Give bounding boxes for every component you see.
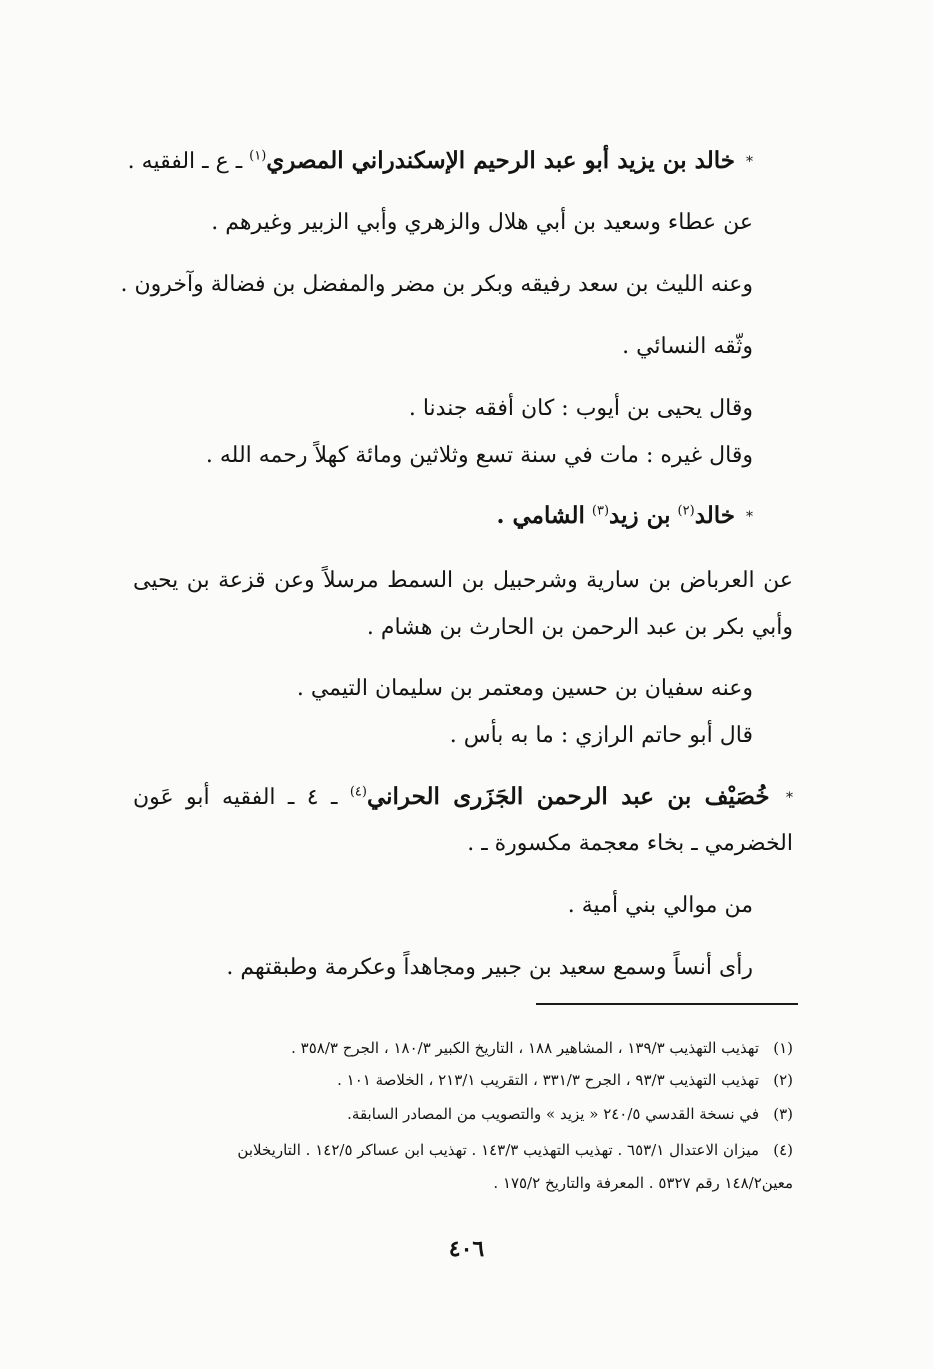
entry-name: خالد بن يزيد أبو عبد الرحيم الإسكندراني المصري — [266, 147, 735, 174]
footnote-text: تهذيب التهذيب ١٣٩/٣ ، المشاهير ١٨٨ ، التاريخ الكبير ١٨٠/٣ ، الجرح ٣٥٨/٣ . — [291, 1039, 759, 1057]
footnote-ref: (١) — [249, 148, 267, 164]
entry-line: وعنه الليث بن سعد رفيقه وبكر بن مضر والمفضل بن فضالة وآخرون . — [120, 272, 753, 297]
entry-name: خُصَيْف بن عبد الرحمن الجَزَرى الحراني — [366, 783, 770, 810]
entry-heading — [133, 500, 753, 533]
entry-tail: ـ ع ـ الفقيه . — [127, 149, 243, 174]
entry-heading — [127, 145, 753, 178]
entry-heading — [133, 781, 793, 814]
entry-line: وقال غيره : مات في سنة تسع وثلاثين ومائة كهلاً رحمه الله . — [205, 443, 753, 468]
entry-marker: * — [746, 509, 753, 525]
footnote — [133, 1035, 793, 1061]
footnote-text: في نسخة القدسي ٢٤٠/٥ « يزيد » والتصويب من المصادر السابقة. — [347, 1105, 759, 1123]
entry-line: الخضرمي ـ بخاء معجمة مكسورة ـ . — [467, 831, 793, 856]
footnote-text: ميزان الاعتدال ٦٥٣/١ . تهذيب التهذيب ١٤٣/٣ . تهذيب ابن عساكر ١٤٢/٥ . التاريخلابن — [237, 1141, 759, 1159]
entry-line: قال أبو حاتم الرازي : ما به بأس . — [449, 723, 753, 748]
footnote-ref: (٣) — [591, 503, 610, 519]
footnote-number: (٣) — [773, 1105, 793, 1123]
page-number: ٤٠٦ — [448, 1236, 485, 1262]
footnote-continuation: معين١٤٨/٢ رقم ٥٣٢٧ . المعرفة والتاريخ ١٧٥/٢ . — [493, 1174, 793, 1192]
footnote-number: (٤) — [773, 1141, 793, 1159]
entry-marker: * — [746, 154, 753, 170]
entry-line: رأى أنساً وسمع سعيد بن جبير ومجاهداً وعكرمة وطبقتهم . — [226, 955, 753, 980]
entry-line: وقال يحيى بن أيوب : كان أفقه جندنا . — [408, 396, 753, 421]
footnote — [133, 1101, 793, 1127]
footnote-ref: (٤) — [349, 784, 367, 800]
entry-name: بن زيد — [609, 502, 671, 529]
footnote — [133, 1137, 793, 1163]
entry-marker: * — [785, 790, 793, 806]
footnote-number: (٢) — [773, 1071, 793, 1089]
footnote-text: تهذيب التهذيب ٩٣/٣ ، الجرح ٣٣١/٣ ، التقريب ٢١٣/١ ، الخلاصة ١٠١ . — [337, 1071, 759, 1089]
footnote-rule — [536, 1003, 798, 1005]
entry-line: عن عطاء وسعيد بن أبي هلال والزهري وأبي الزبير وغيرهم . — [211, 210, 753, 235]
entry-line: عن العرباض بن سارية وشرحبيل بن السمط مرسلاً وعن قزعة بن يحيى — [133, 568, 793, 593]
entry-name: خالد — [694, 502, 735, 529]
entry-name: الشامي . — [496, 502, 585, 529]
footnote-number: (١) — [773, 1039, 793, 1057]
entry-line: وثّقه النسائي . — [622, 334, 753, 359]
footnote-ref: (٢) — [677, 503, 695, 519]
entry-line: من موالي بني أمية . — [567, 893, 753, 918]
entry-line: وأبي بكر بن عبد الرحمن بن الحارث بن هشام . — [366, 615, 793, 640]
entry-tail: ـ ٤ ـ الفقيه أبو عَون — [133, 785, 338, 810]
entry-line: وعنه سفيان بن حسين ومعتمر بن سليمان التيمي . — [296, 676, 753, 701]
footnote — [133, 1067, 793, 1093]
